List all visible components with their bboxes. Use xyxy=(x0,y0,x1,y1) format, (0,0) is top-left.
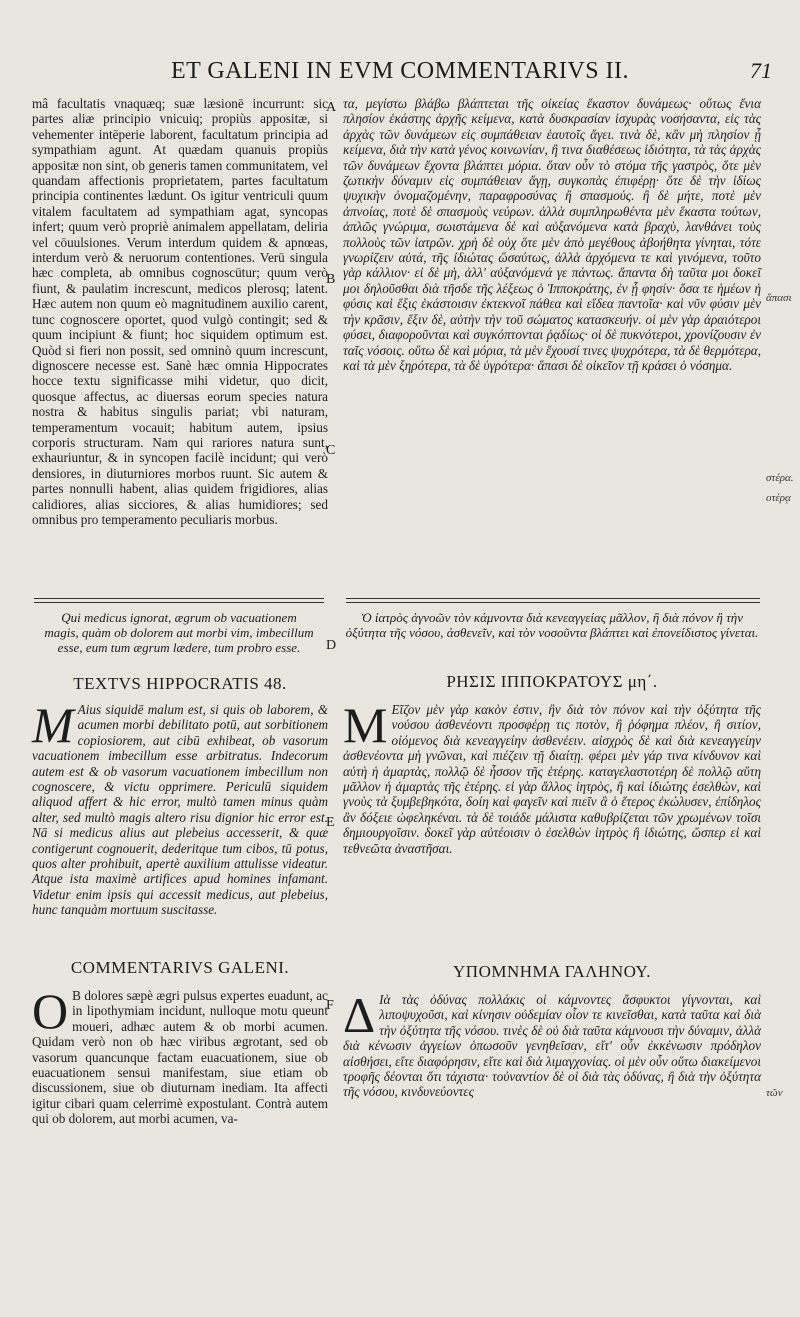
latin-summary: Qui medicus ignorat, ægrum ob vacuationem magis, quàm ob dolorem aut morbi vim, imbecillum esse, eum tum ægrum lædere, tum probro esse. xyxy=(44,610,314,655)
section-letter-e: E xyxy=(326,815,335,830)
latin-galen-commentary-block xyxy=(32,983,328,1127)
greek-summary: Ὁ ἰατρὸς ἀγνοῶν τὸν κάμνοντα διὰ κενεαγγείας μᾶλλον, ἢ διὰ πόνον ἢ τὴν ὀξύτητα τῆς νόσου, ἀσθενεῖν, καὶ τὸν νοσοῦντα βλάπτει καὶ ἐπονείδιστος γίνεται. xyxy=(345,610,759,640)
latin-commentary-dropcap: O xyxy=(32,983,69,1039)
separator-rule-left xyxy=(34,598,324,599)
greek-hippocrates-text-block xyxy=(343,697,761,856)
page-number: 71 xyxy=(750,58,772,83)
text-title-greek: ΡΗΣΙΣ ΙΠΠΟΚΡΑΤΟΥΣ μη΄. xyxy=(446,672,658,691)
margin-note-3: οτέρᾳ xyxy=(766,492,791,504)
greek-commentary-dropcap: Δ xyxy=(343,987,376,1043)
greek-text-dropcap: M xyxy=(343,697,388,753)
separator-rule-right-2 xyxy=(346,602,760,603)
section-letter-b: B xyxy=(326,272,336,287)
section-letter-f: F xyxy=(326,998,334,1013)
text-title-latin: TEXTVS HIPPOCRATIS 48. xyxy=(73,674,287,693)
greek-galen-commentary-block xyxy=(343,987,761,1100)
greek-commentary-text: τα, μεγίστω βλάβω βλάπτεται τῆς οἰκείας ἕκαστον δυνάμεως· οὕτως ἔνια πλησίον ἑκάστης ἀρχῆς κείμενα, κατὰ δυσκρασίαν ἰσχυρὰς νοσήσαντα, εἰς τὰς ἀρχὰς τῶν δυνάμεων εἰς συμπάθειαν ἑαυτοῖς ἄγει. τινὰ δὲ, κἂν μὴ πλησίον ᾖ κείμενα, διὰ τὴν κατὰ γένος κοινωνίαν, ἢ τινα διαθέσεως ἰδιότητα, τὰ τὰς ἀρχὰς τῶν δυνάμεων ἔχοντα βλάπτει μόρια. ὅταν οὖν τὸ στόμα τῆς γαστρὸς, ὅτε μὲν ζωτικὴν δύναμιν εἰς συμπάθειαν ἄγῃ, συγκοπὰς ἐπιφέρῃ· ὅτε δὲ τὴν ἰδίως ψυχικὴν ὀνομαζομένην, παραφροσύνας ἢ σπασμούς. ἢ δὲ μήτε, ποτὲ μὲν ἀπνοίας, ποτὲ δὲ σπασμοὺς νεύρων. ἀλλὰ συμπληρωθέντα μὲν ἕκαστα τούτων, ἁπλῶς γνώριμα, σωιστάμενα δὲ καὶ αὐξανόμενα κατὰ βραχὺ, λανθάνει τοὺς πολλοὺς τῶν ἰατρῶν. χρὴ δὲ οὐχ ὅτε μὲν ἀπὸ μεγέθους ἀβοήθητα γίνηται, τότε γνωρίζειν αὐτά, τῆς ἰδιώτας ὥσαύτως, ἀλλὰ ἀρχόμενα τε καὶ γινόμενα, τοῦτο γὰρ κάλλιον· εἰ δὲ μὴ, ἀλλ' αὐξανόμενά γε πάντως. ἅπαντα δὴ ταῦτα μοι δοκεῖ μοι δηλοῦσθαι διὰ τῆσδε τῆς λέξεως ὁ Ἱπποκράτης, ἐν ᾗ φησίν· ὅσα τε ἡμέων ἡ φύσις καὶ ἕξις ἑκάστοισιν ἐκτεκνοῖ πάθεα καὶ εἴδεα παντοῖα· καὶ νῦν φύσιν μὲν τὴν κρᾶσιν, ἕξιν δὲ, αὐτὴν τὴν τοῦ σώματος κατασκευήν. οἱ μὲν γὰρ ἀραιότεροι φύσει, διαφοροῦνται καὶ συγκόπτονται ῥᾳδίως· οἱ δὲ πυκνότεροι, χρονίζουσιν ἐν ταῖς νόσοις. οὕτω δὲ καὶ μόρια, τὰ μὲν ἔχουσί τινες ψυχρότερα, τὰ δὲ θερμότερα, καὶ τὰ μὲν ξηρότερα, τὰ δὲ ὑγρότερα· ἅπασι δὲ οἰκεῖον τῇ κράσει ὁ νόσημα. xyxy=(343,96,761,373)
margin-note-2: στέρα. xyxy=(766,472,794,484)
greek-galen-commentary: Ιὰ τὰς ὀδύνας πολλάκις οἱ κάμνοντες ἄσφυκτοι γίγνονται, καὶ λιποψυχοῦσι, καὶ κίνησιν οὐδεμίαν οἷον τε κινεῖσθαι, κατὰ ταῦτα καὶ διὰ τὴν ὀξύτητα τῆς νόσου. τινὲς δὲ οὐ διὰ ταῦτα κάμνουσι τὴν δύναμιν, ἀλλὰ διὰ κένωσιν ἀγγείων ὁπωσοῦν γενηθεῖσαν, εἴτ' οὖν ἐκκένωσιν πρόδηλον αἰσθήσει, εἴτε διαφόρησιν, εἴτε καὶ διὰ λιμαγχονίας. οἱ μὲν οὖν οὕτω διακείμενοι τροφῆς δέονται ὅτι τάχιστα· τοὐναντίον δὲ οἱ διὰ τὰς ὀδύνας, ἢ διὰ τὴν ὀξύτητα τῆς νόσου, κινδυνεύοντες xyxy=(343,992,761,1100)
greek-summary-block xyxy=(343,610,761,640)
section-letter-a: A xyxy=(326,100,337,115)
separator-rule-right xyxy=(346,598,760,599)
commentary-title-latin: COMMENTARIVS GALENI. xyxy=(70,958,290,977)
separator-rule-left-2 xyxy=(34,602,324,603)
latin-hippocrates-text-block xyxy=(32,697,328,918)
margin-note-4: τῶν xyxy=(766,1087,783,1099)
margin-note-1: ἅπασι xyxy=(766,292,792,304)
section-letter-d: D xyxy=(326,638,337,653)
latin-commentary-text: mâ facultatis vnaquæq; suæ læsionē incurrunt: sic partes aliæ principio vnicuiq; propiùs appositæ, si vehementer intēperie laborent, facultatum principia ad sympathiam agunt. At quædam quanuis propiùs appositæ non sint, ob generis tamen communitatem, vel quandam affectionis proprietatem, partes facultatum principia continentes lædunt. Os igitur ventriculi quum vitalem facultatem ad sympathiam agat, syncopas infert; quum verò propriè animalem appellatam, deliria vel cōuulsiones. Verum interdum quidem & apnœas, interdum verò & neruorum contentiones. Verū singula hæc completa, ab omnibus cognoscūtur; quum verò fiunt, & paulatim increscunt, medicos plerosq; latent. Hæc autem non quum eò magnitudinem auxilio carent, tunc cognoscere oportet, quod vulgò contingit; sed & quum incipiunt & fiunt; hoc siquidem optimum est. Quòd si fieri non possit, sed omninò quum increscunt, dignoscere necesse est. Sanè hæc omnia Hippocrates hocce textu significasse mihi videtur, quo dicit, quosque affectus, ac diuersas eorum species natura nostra & habitus singulis pariat; vbi naturam, temperamentum vocauit; habitum autem, ipsius corporis structuram. Nam qui rariores natura sunt, exhauriuntur, & in syncopen facilè incidunt; qui verò densiores, in diuturniores morbos ruunt. Sic autem & partes nonnulli habent, alias quidem frigidiores, alias calidiores, alias sicciores, & alias humidiores; sed omnibus pro temperamento peculiaris morbus. xyxy=(32,96,328,527)
running-title: ET GALENI IN EVM COMMENTARIVS II. xyxy=(170,58,630,84)
greek-hippocrates-text: Εῖζον μὲν γὰρ κακὸν ἐστιν, ἢν διὰ τὸν πόνον καὶ τὴν ὀξύτητα τῆς νούσου ἀσθενέοντι προσφέρῃ τις ποτὸν, ἢ ῥόφημα πλέον, ἢ σιτίον, οἰόμενος διὰ κενεαγγείην ἀσθενέειν. αἰσχρὸς δὲ καὶ διὰ κενεαγγείην ἀσθενέοντα μὴ γνῶναι, καὶ πιέζειν τῇ διαίτῃ. φέρει μὲν γάρ τινα κίνδυνον καὶ αὐτὴ ἡ ἁμαρτὰς, πολλῷ δὲ ἧσσον τῆς ἑτέρης. καταγελαστοτέρη δὲ πολλῷ αὕτη μᾶλλον ἡ ἁμαρτὰς τῆς ἑτέρης. εἰ γὰρ ἄλλος ἰητρὸς, ἢ καὶ ἰδιώτης ἐσελθὼν, καὶ γνοὺς τὰ ξυμβεβηκότα, δοίη καὶ φαγεῖν καὶ πιεῖν ἃ ὁ ἕτερος ἐκώλυσεν, ἐπίδηλος ἂν δόξειε ὠφεληκέναι. τὰ δὲ τοιάδε μάλιστα καθυβρίζεται τῶν χρωμένων τοῖσι δημιουργοῖσιν. δοκεῖ γὰρ αὐτέοισιν ὁ ἐσελθὼν ἰητρὸς ἢ ἰδιώτης, ὥσπερ εἰ καὶ τεθνεῶτα ἀναστῆσαι. xyxy=(343,702,761,856)
commentary-title-greek: ΥΠΟΜΝΗΜΑ ΓΑΛΗΝΟΥ. xyxy=(453,962,651,981)
latin-hippocrates-text: Aius siquidē malum est, si quis ob laborem, & acumen morbi debilitato potū, aut sorbitionem copiosiorem, aut cibū exhibeat, ob vasorum vacuationem imbecillum esse arbitratus. Indecorum autem est & ob vasorum vacuationem imbecillum non cognoscere, & victu opprimere. Periculū siquidem aliquod affert & hic error, multò tamen minus quàm alter, sed multò magis altero risu dignior hic error est. Nā si medicus alius aut plebeius accesserit, & quæ contigerunt cognouerit, dederitque tum cibos, tū potus, quos alter prohibuit, apertè auxilium attulisse videatur. Atque ista maximè artifices apud homines infamant. Videtur enim ipsis qui accessit medicus, aut plebeius, hunc tanquàm mortuum suscitasse. xyxy=(32,702,328,918)
latin-text-dropcap: M xyxy=(32,697,74,753)
latin-commentary-column xyxy=(32,96,328,527)
latin-summary-block xyxy=(44,610,314,655)
latin-galen-commentary: B dolores sæpè ægri pulsus expertes euadunt, ac in lipothymiam incidunt, nulloque motu queunt moueri, adhæc autem & ob morbi acumen. Quidam verò non ob hæc viribus ægrotant, sed ob vasorum quancunque factam euacuationem, siue ob euacuationem sensui manifestam, siue etiam ob discussionem, siue ob diuturnam inediam. Ita affecti igitur cibari quam celerrimè expostulant. Contrà autem qui ob dolorem, aut morbi acumen, va- xyxy=(32,988,328,1127)
section-letter-c: C xyxy=(326,443,336,458)
greek-commentary-column xyxy=(343,96,761,373)
